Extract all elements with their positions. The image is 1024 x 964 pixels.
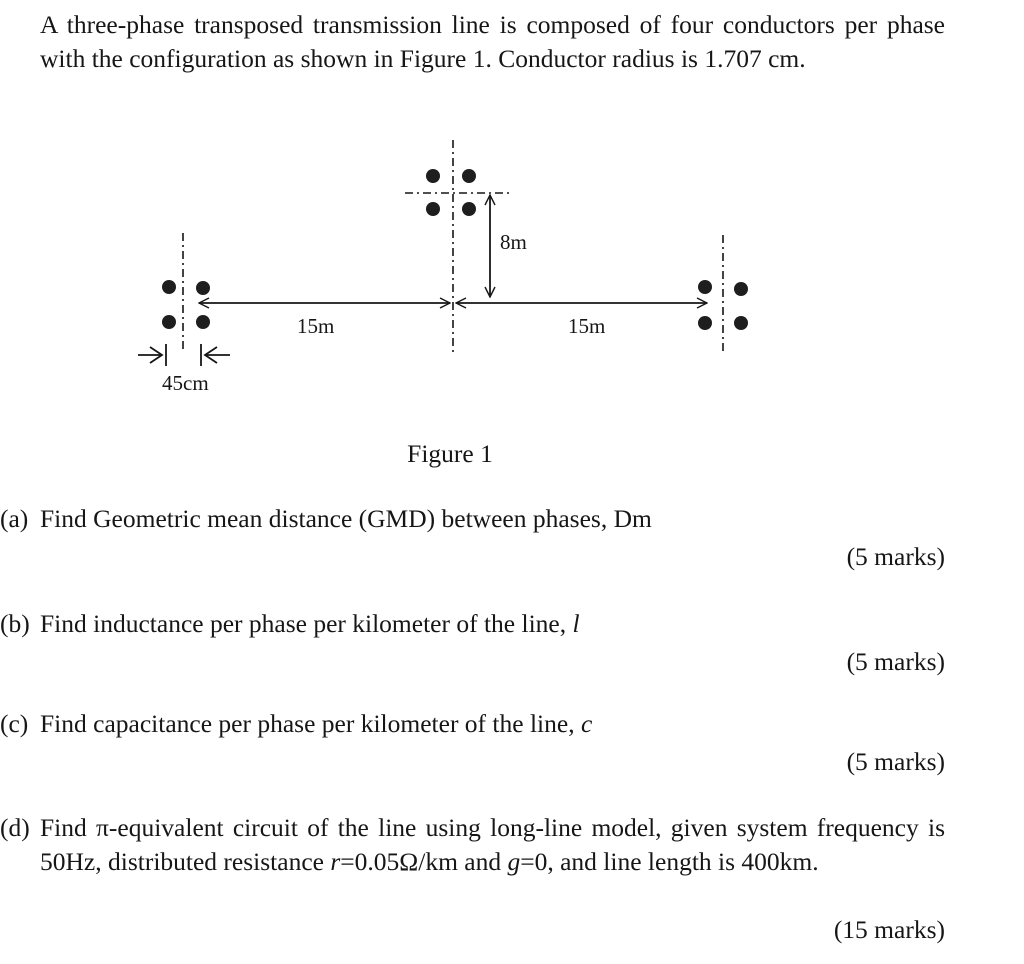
problem-statement: A three-phase transposed transmission line is composed of four conductors per phase with the configuration as shown in Figure 1. Conductor radius is 1.707 cm.	[40, 10, 945, 73]
question-text: Find π-equivalent circuit of the line using long-line model, given system frequency is 50Hz, distributed resistance r=0.05Ω/km and g=0, and line length is 400km.	[40, 813, 945, 876]
figure-caption: Figure 1	[407, 439, 493, 468]
question-c	[0, 707, 945, 776]
label-vertical-distance: 8m	[500, 230, 527, 254]
question-a	[0, 502, 945, 571]
marks-label: (15 marks)	[833, 915, 945, 944]
question-d	[0, 811, 945, 944]
question-text: Find Geometric mean distance (GMD) between phases, Dm	[40, 504, 652, 533]
question-label: (b)	[0, 609, 30, 638]
figure-1-diagram	[0, 0, 1024, 480]
question-label: (a)	[0, 504, 29, 533]
label-left-span: 15m	[297, 314, 335, 338]
marks-label: (5 marks)	[846, 647, 945, 676]
question-b	[0, 607, 945, 676]
conductor-bundle-middle	[426, 169, 476, 216]
question-text: Find inductance per phase per kilometer of the line, l	[40, 609, 580, 638]
question-text: Find capacitance per phase per kilometer of the line, c	[40, 709, 593, 738]
spacing-indicator	[138, 344, 230, 366]
question-label: (d)	[0, 813, 30, 842]
marks-label: (5 marks)	[846, 747, 945, 776]
conductor-bundle-right	[698, 280, 748, 330]
conductor-bundle-left	[162, 280, 210, 329]
label-right-span: 15m	[568, 314, 606, 338]
marks-label: (5 marks)	[846, 542, 945, 571]
label-conductor-spacing: 45cm	[162, 371, 209, 395]
question-label: (c)	[0, 709, 29, 738]
